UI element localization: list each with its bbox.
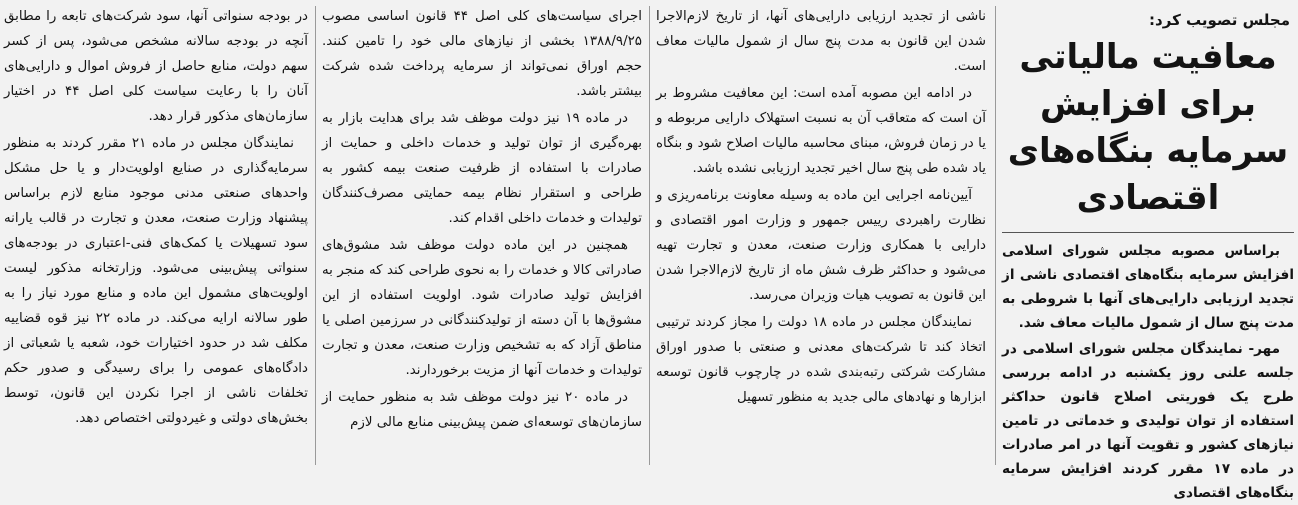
- text-column-3: [656, 4, 986, 471]
- column-rule: [995, 6, 996, 465]
- text-column-2: [322, 4, 642, 471]
- article-lead: [1002, 239, 1294, 505]
- paragraph: در ادامه این مصوبه آمده است: این معافیت مشروط بر آن است که متعاقب آن به نسبت استهلاک دارایی مربوطه و یا در زمان فروش، مبنای محاسبه مالیات اصلاح شود و بنگاه یاد شده طی پنج سال اخیر تجدید ارزیابی نشده باشد.: [656, 86, 986, 176]
- byline: مهر: [1254, 341, 1280, 357]
- paragraph: همچنین در این ماده دولت موظف شد مشوق‌های صادراتی کالا و خدمات را به نحوی طراحی کند که منجر به افزایش تولید صادرات شود. اولویت استفاده از این مشوق‌ها با آن دسته از تولیدکنندگانی در سرزمین اصلی یا مناطق آزاد که به تشخیص وزارت صنعت، معدن و تجارت تولیدات و خدمات آنها از مزیت برخوردارند.: [322, 238, 642, 378]
- headline-divider: [1002, 232, 1294, 233]
- article-kicker: مجلس تصویب کرد:: [1149, 11, 1290, 29]
- paragraph: در ماده ۱۹ نیز دولت موظف شد برای هدایت بازار به بهره‌گیری از توان تولید و خدمات داخلی و حمایت از صادرات با استفاده از ظرفیت صنعت بیمه کشور به طراحی و استقرار نظام بیمه حمایتی مصرف‌کنندگان تولیدات و خدمات داخلی اقدام کند.: [322, 111, 642, 226]
- paragraph: در ماده ۲۰ نیز دولت موظف شد به منظور حمایت از سازمان‌های توسعه‌ای ضمن پیش‌بینی منابع مالی لازم: [322, 390, 642, 430]
- lead-paragraph-2: [1002, 337, 1294, 505]
- paragraph: در بودجه سنواتی آنها، سود شرکت‌های تابعه را مطابق آنچه در بودجه سالانه مشخص می‌شود، پس از کسر سهم دولت، منابع حاصل از فروش اموال و دارایی‌های آنان را با رعایت سیاست کلی اصل ۴۴ در اختیار سازمان‌های مذکور قرار دهد.: [4, 9, 308, 124]
- paragraph: ناشی از تجدید ارزیابی دارایی‌های آنها، از تاریخ لازم‌الاجرا شدن این قانون به مدت پنج سال از شمول مالیات معاف است.: [656, 9, 986, 74]
- paragraph: نمایندگان مجلس در ماده ۲۱ مقرر کردند به منظور سرمایه‌گذاری در صنایع اولویت‌دار و یا حل مشکل واحدهای صنعتی مدنی موجود منابع لازم براساس پیشنهاد وزارت صنعت، معدن و تجارت در قالب یارانه سود تسهیلات یا کمک‌های فنی-اعتباری در بودجه‌های سنواتی پیش‌بینی می‌شود. وزارتخانه مذکور لیست اولویت‌های مشمول این ماده و منابع مورد نیاز را به طور سالانه ارایه می‌کند. در ماده ۲۲ نیز قوه قضاییه مکلف شد در حدود اختیارات خود، شعبه یا شعباتی از دادگاه‌های عمومی را برای رسیدگی و صدور حکم تخلفات ناشی از اجرا نکردن این قانون، توسط بخش‌های دولتی و غیردولتی اختصاص دهد.: [4, 136, 308, 426]
- lead-paragraph: براساس مصوبه مجلس شورای اسلامی افزایش سرمایه بنگاه‌های اقتصادی ناشی از تجدید ارزیابی دارایی‌های آنها با شروطی به مدت پنج سال از شمول مالیات معاف شد.: [1002, 243, 1294, 331]
- paragraph: آیین‌نامه اجرایی این ماده به وسیله معاونت برنامه‌ریزی و نظارت راهبردی رییس جمهور و وزارت امور اقتصادی و دارایی با همکاری وزارت صنعت، معدن و تجارت تهیه می‌شود و حداکثر ظرف شش ماه از تاریخ لازم‌الاجرا شدن این قانون به تصویب هیات وزیران می‌رسد.: [656, 188, 986, 303]
- text-column-1: [4, 4, 308, 471]
- paragraph: اجرای سیاست‌های کلی اصل ۴۴ قانون اساسی مصوب ۱۳۸۸/۹/۲۵ بخشی از نیازهای مالی خود را تامین کنند. حجم اوراق نمی‌تواند از سرمایه پرداخت شده شرکت بیشتر باشد.: [322, 9, 642, 99]
- column-rule: [315, 6, 316, 465]
- article-headline: معافیت مالیاتی برای افزایش سرمایه بنگاه‌های اقتصادی: [1007, 37, 1289, 218]
- lead-body: - نمایندگان مجلس شورای اسلامی در جلسه علنی روز یکشنبه در ادامه بررسی طرح یک فوریتی اصلاح قانون حداکثر استفاده از توان تولیدی و خدماتی در تامین نیازهای کشور و تقویت آنها در امر صادرات در ماده ۱۷ مقرر کردند افزایش سرمایه بنگاه‌های اقتصادی: [1002, 341, 1294, 501]
- headline-column: [1002, 4, 1294, 501]
- column-rule: [649, 6, 650, 465]
- paragraph: نمایندگان مجلس در ماده ۱۸ دولت را مجاز کردند ترتیبی اتخاذ کند تا شرکت‌های معدنی و صنعتی با صدور اوراق مشارکت شرکتی رتبه‌بندی شده در چارچوب قانون توسعه ابزارها و نهادهای مالی جدید به منظور تسهیل: [656, 315, 986, 405]
